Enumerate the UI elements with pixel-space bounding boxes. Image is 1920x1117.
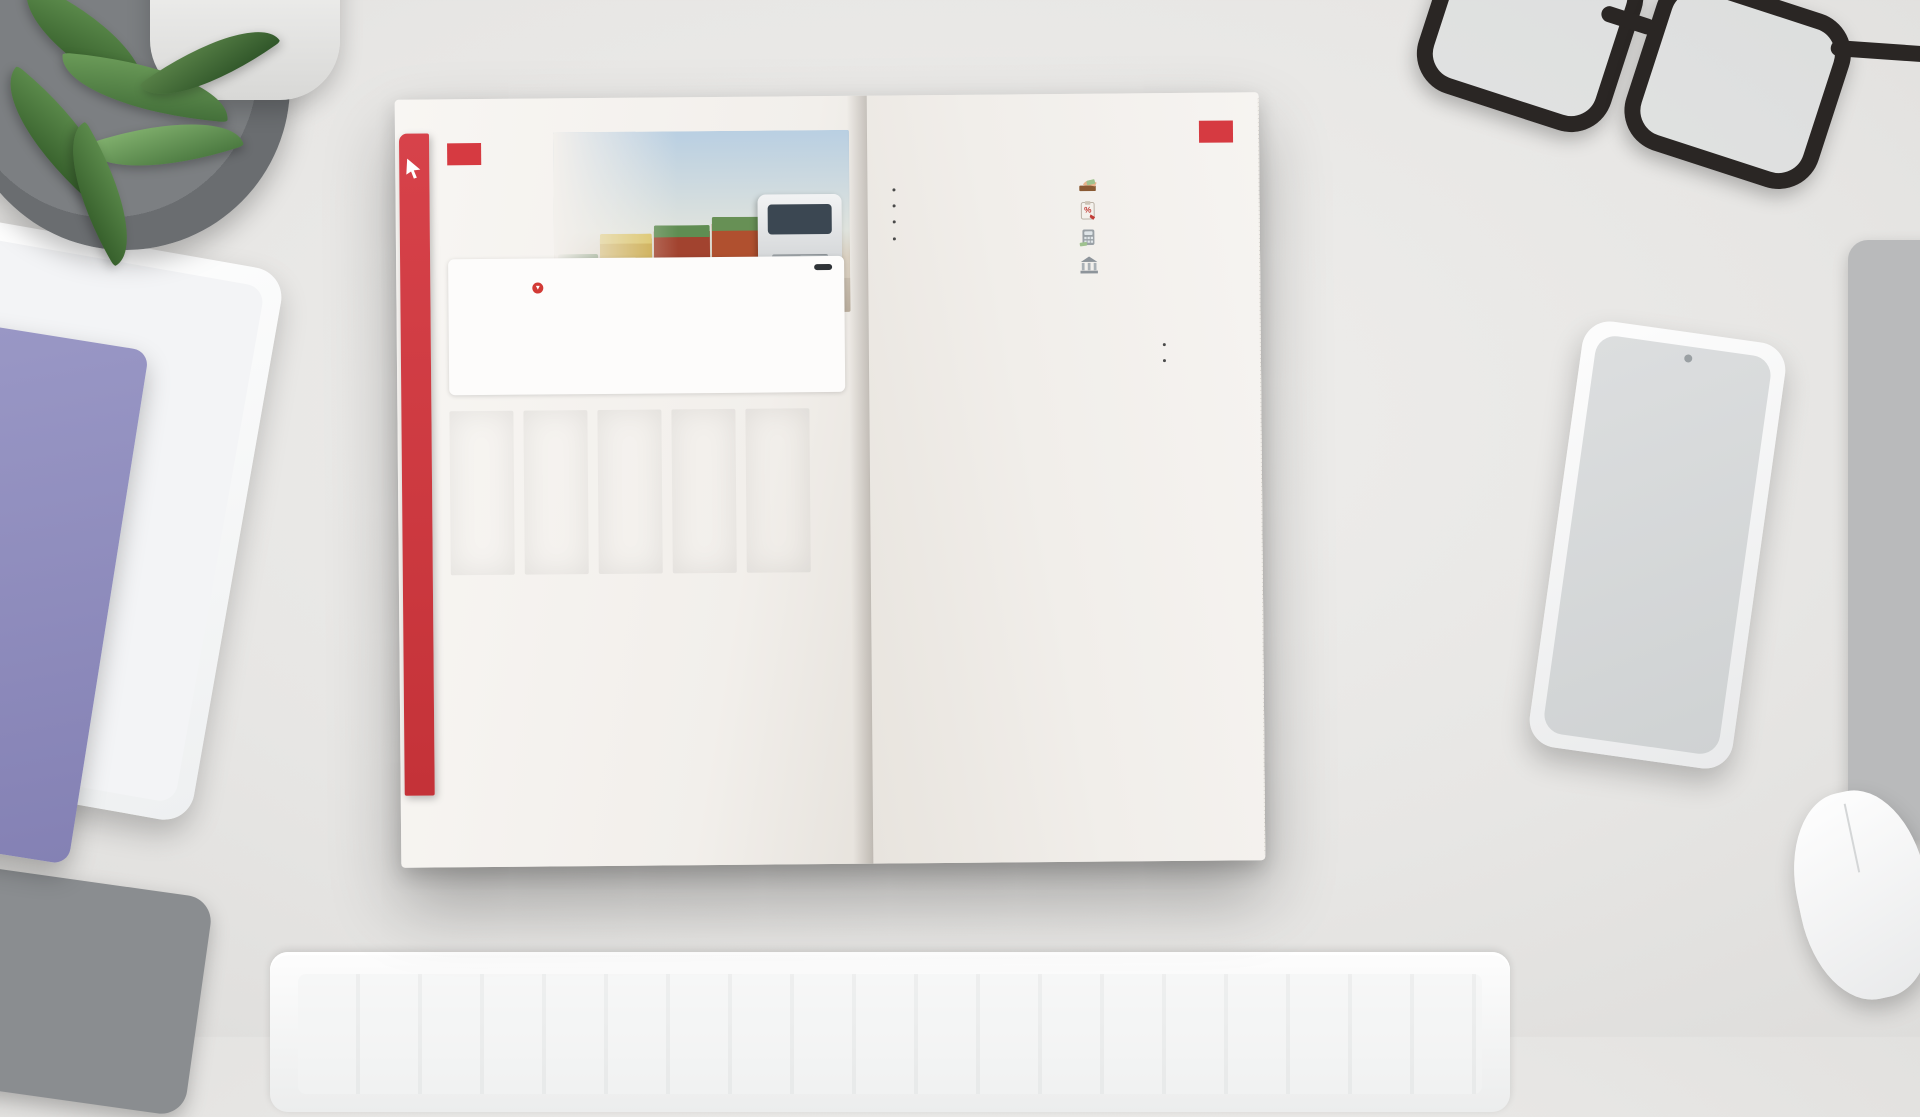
bar-chart-title [1077,158,1233,159]
score-box-2024 [671,409,737,583]
bar-value [1172,207,1182,211]
right-page-col1 [893,158,1063,378]
page-left [395,96,874,868]
barriers-bar-chart [1077,156,1234,293]
calculator-icon [1078,226,1100,248]
section-tag-row-right [1187,120,1233,142]
svg-text:%: % [1084,205,1092,214]
side-note [819,408,847,581]
cpi-score-link[interactable] [460,278,522,279]
page-right [867,92,1266,863]
bar-value [1171,180,1181,184]
cpi-country-name [460,269,608,270]
cpi-region-label [460,268,608,269]
right-page-col2 [1077,156,1235,376]
tax-heading [1164,375,1235,376]
bar-row-finance [1078,222,1234,250]
cpi-trend-chart [618,266,833,386]
customs-heading [894,252,1062,253]
middle-text-column [1079,329,1151,376]
bar-row-corruption [1077,168,1233,196]
cpi-x-axis-years [623,346,833,348]
cpi-compare-button[interactable] [814,264,832,270]
tax-clipboard-icon [1078,199,1100,221]
bar-chart-axis [1172,280,1234,293]
cpi-rank-label [460,282,522,283]
score-box-2025 [745,408,811,582]
phone-screen [1542,334,1773,757]
score-box-2019 [523,410,589,584]
bar-value [1172,234,1182,238]
bookmark-ribbon[interactable] [399,133,435,795]
score-box-2021 [597,409,663,583]
red-square-accent [1199,120,1233,142]
cpi-change-value [532,282,608,294]
bar-value [1172,261,1182,265]
smartphone[interactable] [1526,318,1789,772]
stat-text [1091,310,1235,315]
keyboard-keys [298,974,1482,1094]
pressure-list [904,182,1062,244]
rightmost-text-column [1163,328,1235,375]
down-arrow-icon: ▼ [532,282,543,293]
cursor-arrow-icon [404,158,424,180]
desk-mousepad [0,863,214,1117]
bribe-hand-icon [1077,172,1099,194]
bank-icon [1078,253,1100,275]
red-square-accent [447,143,481,165]
customs-text [894,252,1062,253]
keyboard[interactable] [270,952,1510,1112]
cpi-widget-card [448,256,845,395]
cpi-score-label [460,276,522,277]
bar-row-interest [1078,249,1234,277]
body-column-1 [448,198,571,241]
cpi-score-boxes [449,408,846,584]
customs-subheading [1079,338,1150,339]
license-list [1174,337,1235,366]
phone-camera [1683,354,1692,363]
cpi-line-chart [622,282,833,344]
score-box-2017 [449,411,515,585]
magazine-spread[interactable] [395,92,1266,868]
bar-row-tax [1078,195,1234,223]
cpi-rank-value [460,282,522,283]
where-heading [1079,338,1150,339]
cpi-score-value [460,276,522,277]
bribery-stat [1079,310,1235,315]
eyeglasses[interactable] [1363,0,1920,373]
